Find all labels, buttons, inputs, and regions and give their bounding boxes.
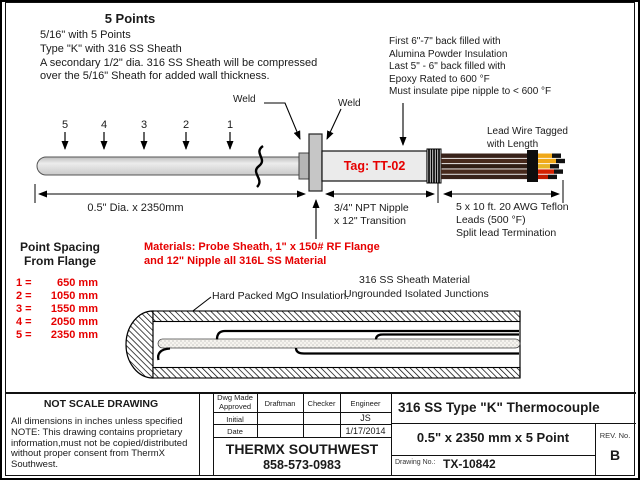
table-header-approved: Dwg Made Approved (217, 393, 253, 411)
point-label-5: 5 (61, 119, 69, 131)
leads-note-line: Leads (500 °F) (456, 214, 526, 227)
drawing-title: 316 SS Type "K" Thermocouple (398, 400, 600, 415)
tag-label: Tag: TT-02 (343, 159, 406, 173)
weld-label-left: Weld (233, 94, 256, 105)
lead-wire-note-line: with Length (487, 138, 539, 150)
point-label-1: 1 (226, 119, 234, 131)
table-header-checker: Checker (307, 399, 336, 408)
nipple-dimension-line: x 12" Transition (334, 215, 407, 228)
company-phone: 858-573-0983 (263, 458, 341, 472)
rev-value: B (609, 447, 621, 463)
engineer-date: 1/17/2014 (345, 425, 386, 436)
backfill-line: Last 5" - 6" back filled with (389, 61, 506, 72)
materials-line: Materials: Probe Sheath, 1" x 150# RF Flange (144, 241, 380, 253)
leads-note-line: 5 x 10 ft. 20 AWG Teflon (456, 201, 569, 213)
inner-frame (5, 2, 635, 476)
point-spacing-row: 2 = 1050 mm (16, 290, 98, 302)
point-label-2: 2 (182, 119, 190, 131)
drawing-no: TX-10842 (443, 457, 496, 471)
nipple-dimension-line: 3/4" NPT Nipple (334, 202, 409, 214)
rev-label: REV. No. (599, 431, 631, 440)
drawing-no-label: Drawing No.: (395, 459, 436, 466)
materials-line: and 12" Nipple all 316L SS Material (144, 255, 327, 267)
point-spacing-row: 1 = 650 mm (16, 277, 98, 289)
backfill-line: Must insulate pipe nipple to < 600 °F (389, 86, 552, 97)
table-header-draftman: Draftman (264, 399, 296, 408)
diagram-title: 5 Points (104, 11, 156, 26)
point-spacing-row: 4 = 2050 mm (16, 316, 98, 328)
weld-label-right: Weld (338, 98, 361, 109)
probe-dimension: 0.5" Dia. x 2350mm (87, 202, 184, 214)
point-spacing-row: 3 = 1550 mm (16, 303, 98, 315)
not-scale-label: NOT SCALE DRAWING (43, 398, 159, 410)
sheath-material-label: 316 SS Sheath Material (359, 274, 470, 286)
company-name: THERMX SOUTHWEST (225, 441, 379, 457)
description-line: Type "K" with 316 SS Sheath (40, 42, 182, 55)
lead-wire-note-line: Lead Wire Tagged (487, 126, 568, 137)
point-label-4: 4 (100, 119, 108, 131)
drawing-subtitle: 0.5" x 2350 mm x 5 Point (416, 430, 570, 445)
backfill-line: First 6"-7" back filled with (389, 36, 501, 47)
backfill-line: Epoxy Rated to 600 °F (389, 73, 490, 85)
junction-type-label: Ungrounded Isolated Junctions (344, 288, 489, 300)
backfill-line: Alumina Powder Insulation (389, 48, 508, 60)
disclaimer: All dimensions in inches unless specified NOTE: This drawing contains proprietary information,must not be copied/distributed without proper consent from ThermX Southwest. (11, 416, 188, 471)
table-row-date: Date (227, 426, 243, 436)
description-line: A secondary 1/2" dia. 316 SS Sheath will be compressed (40, 56, 318, 69)
point-spacing-title: Point Spacing From Flange (19, 240, 100, 268)
description-line: 5/16" with 5 Points (40, 29, 131, 41)
table-row-initial: Initial (226, 414, 244, 424)
leads-note-line: Split lead Termination (456, 227, 557, 240)
table-header-engineer: Engineer (350, 399, 381, 408)
point-label-3: 3 (140, 119, 148, 131)
mgo-label: Hard Packed MgO Insulation. (212, 290, 350, 302)
engineer-initial: JS (360, 413, 371, 423)
description-line: over the 5/16" Sheath for added wall thickness. (40, 70, 270, 83)
point-spacing-row: 5 = 2350 mm (16, 329, 98, 341)
